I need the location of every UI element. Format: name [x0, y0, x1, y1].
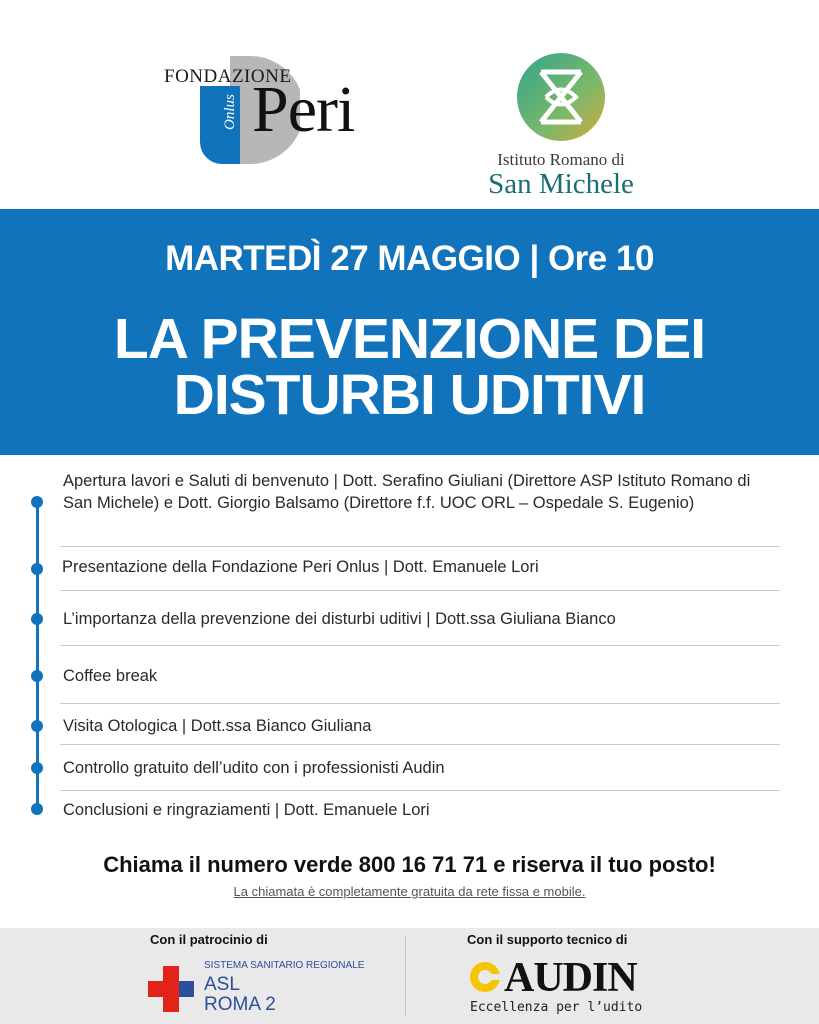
- audin-logo: [468, 956, 668, 1022]
- asl-name-line1: ASL: [204, 974, 240, 995]
- divider: [60, 744, 780, 745]
- timeline-dot-icon: [31, 613, 43, 625]
- event-date-time: MARTEDÌ 27 MAGGIO | Ore 10: [165, 239, 654, 278]
- program-item-text: Coffee break: [63, 667, 158, 685]
- divider: [60, 590, 780, 591]
- program-item-text: Apertura lavori e Saluti di benvenuto | Dott. Serafino Giuliani (Direttore ASP Istituto Romano di San Michele) e Dott. Giorgio Balsamo (Direttore f.f. UOC ORL – Ospedale S. Eugenio): [63, 472, 751, 512]
- asl-roma2-logo: [148, 958, 388, 1018]
- program-item-text: Conclusioni e ringraziamenti | Dott. Emanuele Lori: [63, 801, 430, 819]
- timeline-dot-icon: [31, 563, 43, 575]
- san-michele-line1: Istituto Romano di: [497, 150, 625, 169]
- program-item-text: L’importanza della prevenzione dei disturbi uditivi | Dott.ssa Giuliana Bianco: [63, 610, 616, 628]
- event-title: [0, 307, 819, 427]
- timeline-dot-icon: [31, 670, 43, 682]
- divider: [60, 546, 780, 547]
- timeline-dot-icon: [31, 720, 43, 732]
- support-label: Con il supporto tecnico di: [467, 932, 628, 947]
- patronage-label: Con il patrocinio di: [150, 932, 268, 947]
- timeline-dot-icon: [31, 803, 43, 815]
- san-michele-logo: [476, 52, 646, 202]
- call-note: La chiamata è completamente gratuita da rete fissa e mobile.: [233, 884, 586, 899]
- event-title-line2: DISTURBI UDITIVI: [173, 363, 646, 427]
- peri-wordmark: Peri: [252, 73, 355, 146]
- divider: [60, 790, 780, 791]
- audin-wordmark: AUDIN: [504, 955, 637, 1001]
- call-to-action: Chiama il numero verde 800 16 71 71 e riserva il tuo posto!: [103, 852, 716, 877]
- medical-cross-icon: [148, 966, 194, 1012]
- onlus-label: Onlus: [222, 94, 238, 130]
- event-title-line1: LA PREVENZIONE DEI: [113, 307, 706, 371]
- audin-tagline: Eccellenza per l’udito: [470, 1000, 643, 1015]
- fondazione-peri-logo: [160, 52, 400, 167]
- footer: [0, 928, 819, 1024]
- asl-name-line2: ROMA 2: [204, 994, 276, 1015]
- timeline-dot-icon: [31, 496, 43, 508]
- timeline-dot-icon: [31, 762, 43, 774]
- divider: [60, 645, 780, 646]
- audin-mark-icon: [468, 960, 502, 994]
- event-banner: [0, 209, 819, 455]
- footer-divider: [405, 936, 406, 1016]
- fondazione-label: FONDAZIONE: [164, 66, 292, 87]
- san-michele-line2: San Michele: [488, 168, 634, 200]
- san-michele-monogram-icon: [516, 52, 606, 142]
- program-item-text: Visita Otologica | Dott.ssa Bianco Giuliana: [63, 717, 372, 735]
- program-item-text: Presentazione della Fondazione Peri Onlus | Dott. Emanuele Lori: [62, 558, 539, 576]
- program-item-text: Controllo gratuito dell’udito con i professionisti Audin: [63, 759, 445, 777]
- divider: [60, 703, 780, 704]
- asl-system-label: SISTEMA SANITARIO REGIONALE: [204, 960, 365, 971]
